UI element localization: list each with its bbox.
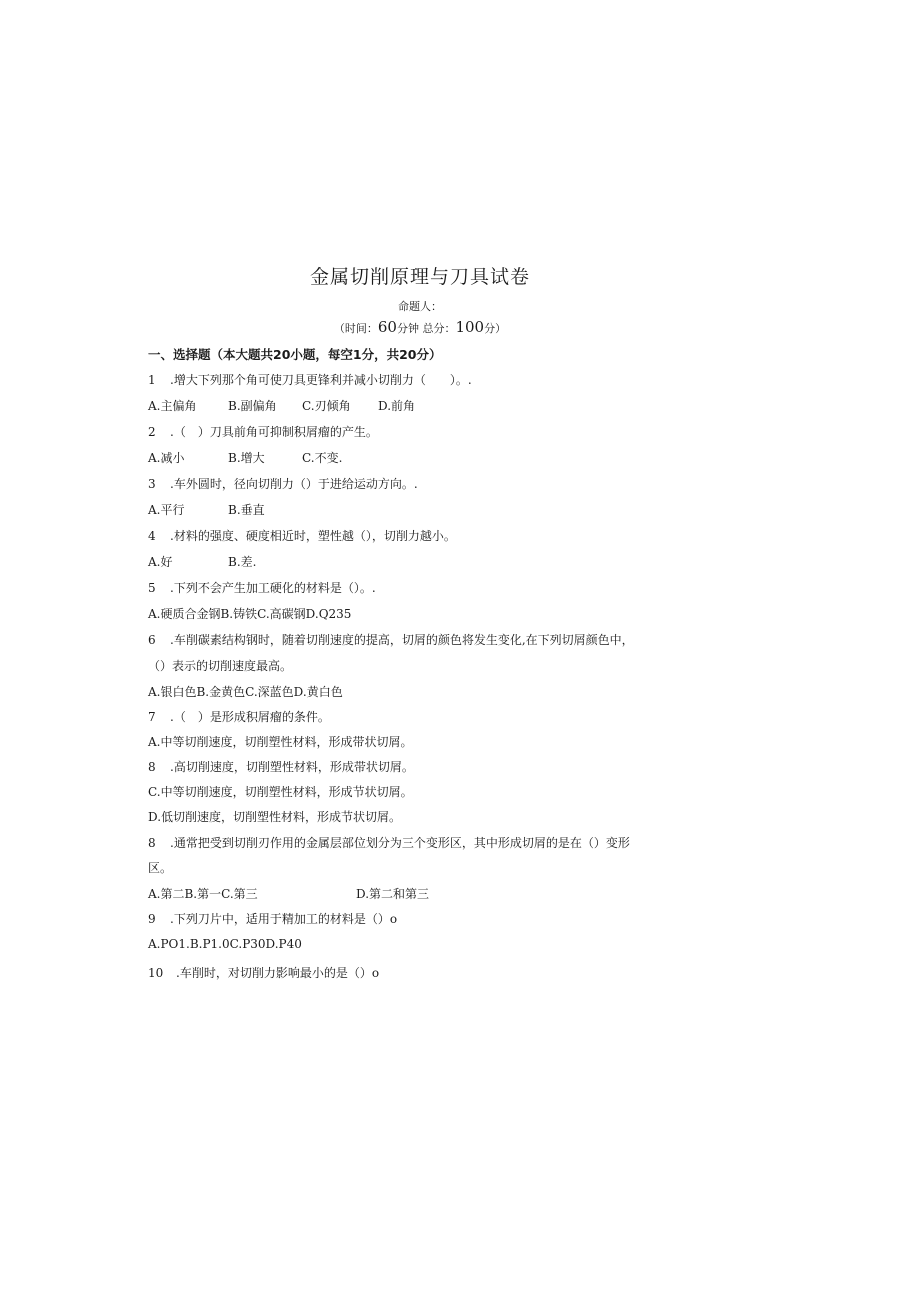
option: D.第二和第三 — [356, 887, 430, 901]
score-value: 100 — [455, 318, 485, 336]
question-text: .（ ）是形成积屑瘤的条件。 — [170, 710, 330, 724]
section-heading: 一、选择题（本大题共20小题，每空1分，共20分） — [148, 347, 442, 362]
question-number: 6 — [148, 633, 156, 647]
question-2-options — [148, 450, 342, 466]
option: A.平行 — [148, 503, 185, 517]
question-4 — [148, 528, 456, 544]
time-score-line — [0, 318, 840, 336]
option-d: D.低切削速度，切削塑性材料，形成节状切屑。 — [148, 810, 402, 824]
question-text: .下列刀片中，适用于精加工的材料是（）o — [170, 912, 398, 926]
question-7-option-a: A.中等切削速度，切削塑性材料，形成带状切屑。 — [148, 735, 413, 749]
question-text: .材料的强度、硬度相近时，塑性越（），切削力越小。 — [170, 529, 456, 543]
time-unit: 分钟 总分： — [396, 322, 456, 335]
option: B.差. — [228, 555, 257, 569]
time-value: 60 — [377, 318, 397, 336]
question-10 — [148, 965, 379, 981]
question-number: 7 — [148, 710, 156, 724]
question-number: 3 — [148, 477, 156, 491]
option: A.减小 — [148, 451, 185, 465]
option: C.不变. — [302, 451, 343, 465]
question-text: .车削碳素结构钢时，随着切削速度的提高，切屑的颜色将发生变化,在下列切屑颜色中， — [170, 633, 634, 647]
question-8a — [148, 759, 414, 775]
time-prefix: （时间： — [333, 322, 378, 335]
question-8-options — [148, 886, 429, 902]
question-6-continuation: （）表示的切削速度最高。 — [148, 659, 293, 673]
question-number: 9 — [148, 912, 156, 926]
question-5 — [148, 580, 376, 596]
question-text: .（ ）刀具前角可抑制积屑瘤的产生。 — [170, 425, 378, 439]
question-9-options: A.PO1.B.P1.0C.P30D.P40 — [148, 937, 302, 951]
option: B.垂直 — [228, 503, 265, 517]
question-number: 4 — [148, 529, 156, 543]
question-8-continuation: 区。 — [148, 861, 173, 875]
page-title: 金属切削原理与刀具试卷 — [309, 266, 530, 288]
option-c: C.中等切削速度，切削塑性材料，形成节状切屑。 — [148, 785, 413, 799]
question-8 — [148, 835, 630, 851]
question-4-options — [148, 554, 256, 570]
question-1-options — [148, 398, 415, 414]
option: A.好 — [148, 555, 173, 569]
question-2 — [148, 424, 378, 440]
option: B.增大 — [228, 451, 265, 465]
question-number: 8 — [148, 760, 156, 774]
question-text: .车削时，对切削力影响最小的是（）o — [176, 966, 380, 980]
question-text: .增大下列那个角可使刀具更锋利并减小切削力（ ）。. — [170, 373, 472, 387]
question-text: .车外圆时，径向切削力（）于进给运动方向。. — [170, 477, 418, 491]
question-number: 2 — [148, 425, 156, 439]
question-5-options: A.硬质合金钢B.铸铁C.高碳钢D.Q235 — [148, 607, 352, 621]
question-text: .高切削速度，切削塑性材料，形成带状切屑。 — [170, 760, 414, 774]
question-number: 8 — [148, 836, 156, 850]
option: C.刃倾角 — [302, 399, 351, 413]
question-1 — [148, 372, 472, 388]
option-group: A.第二B.第一C.第三 — [148, 887, 258, 901]
question-6 — [148, 632, 634, 648]
option: D.前角 — [378, 399, 416, 413]
question-9 — [148, 911, 397, 927]
option: B.副偏角 — [228, 399, 277, 413]
question-7 — [148, 709, 330, 725]
question-text: .下列不会产生加工硬化的材料是（）。. — [170, 581, 376, 595]
question-6-options: A.银白色B.金黄色C.深蓝色D.黄白色 — [148, 685, 343, 699]
question-text: .通常把受到切削刃作用的金属层部位划分为三个变形区，其中形成切屑的是在（）变形 — [170, 836, 630, 850]
option: A.主偏角 — [148, 399, 197, 413]
question-3-options — [148, 502, 265, 518]
question-number: 10 — [148, 966, 164, 980]
author-line: 命题人： — [398, 300, 442, 313]
score-unit: 分） — [484, 322, 507, 335]
question-3 — [148, 476, 418, 492]
question-number: 1 — [148, 373, 156, 387]
question-number: 5 — [148, 581, 156, 595]
